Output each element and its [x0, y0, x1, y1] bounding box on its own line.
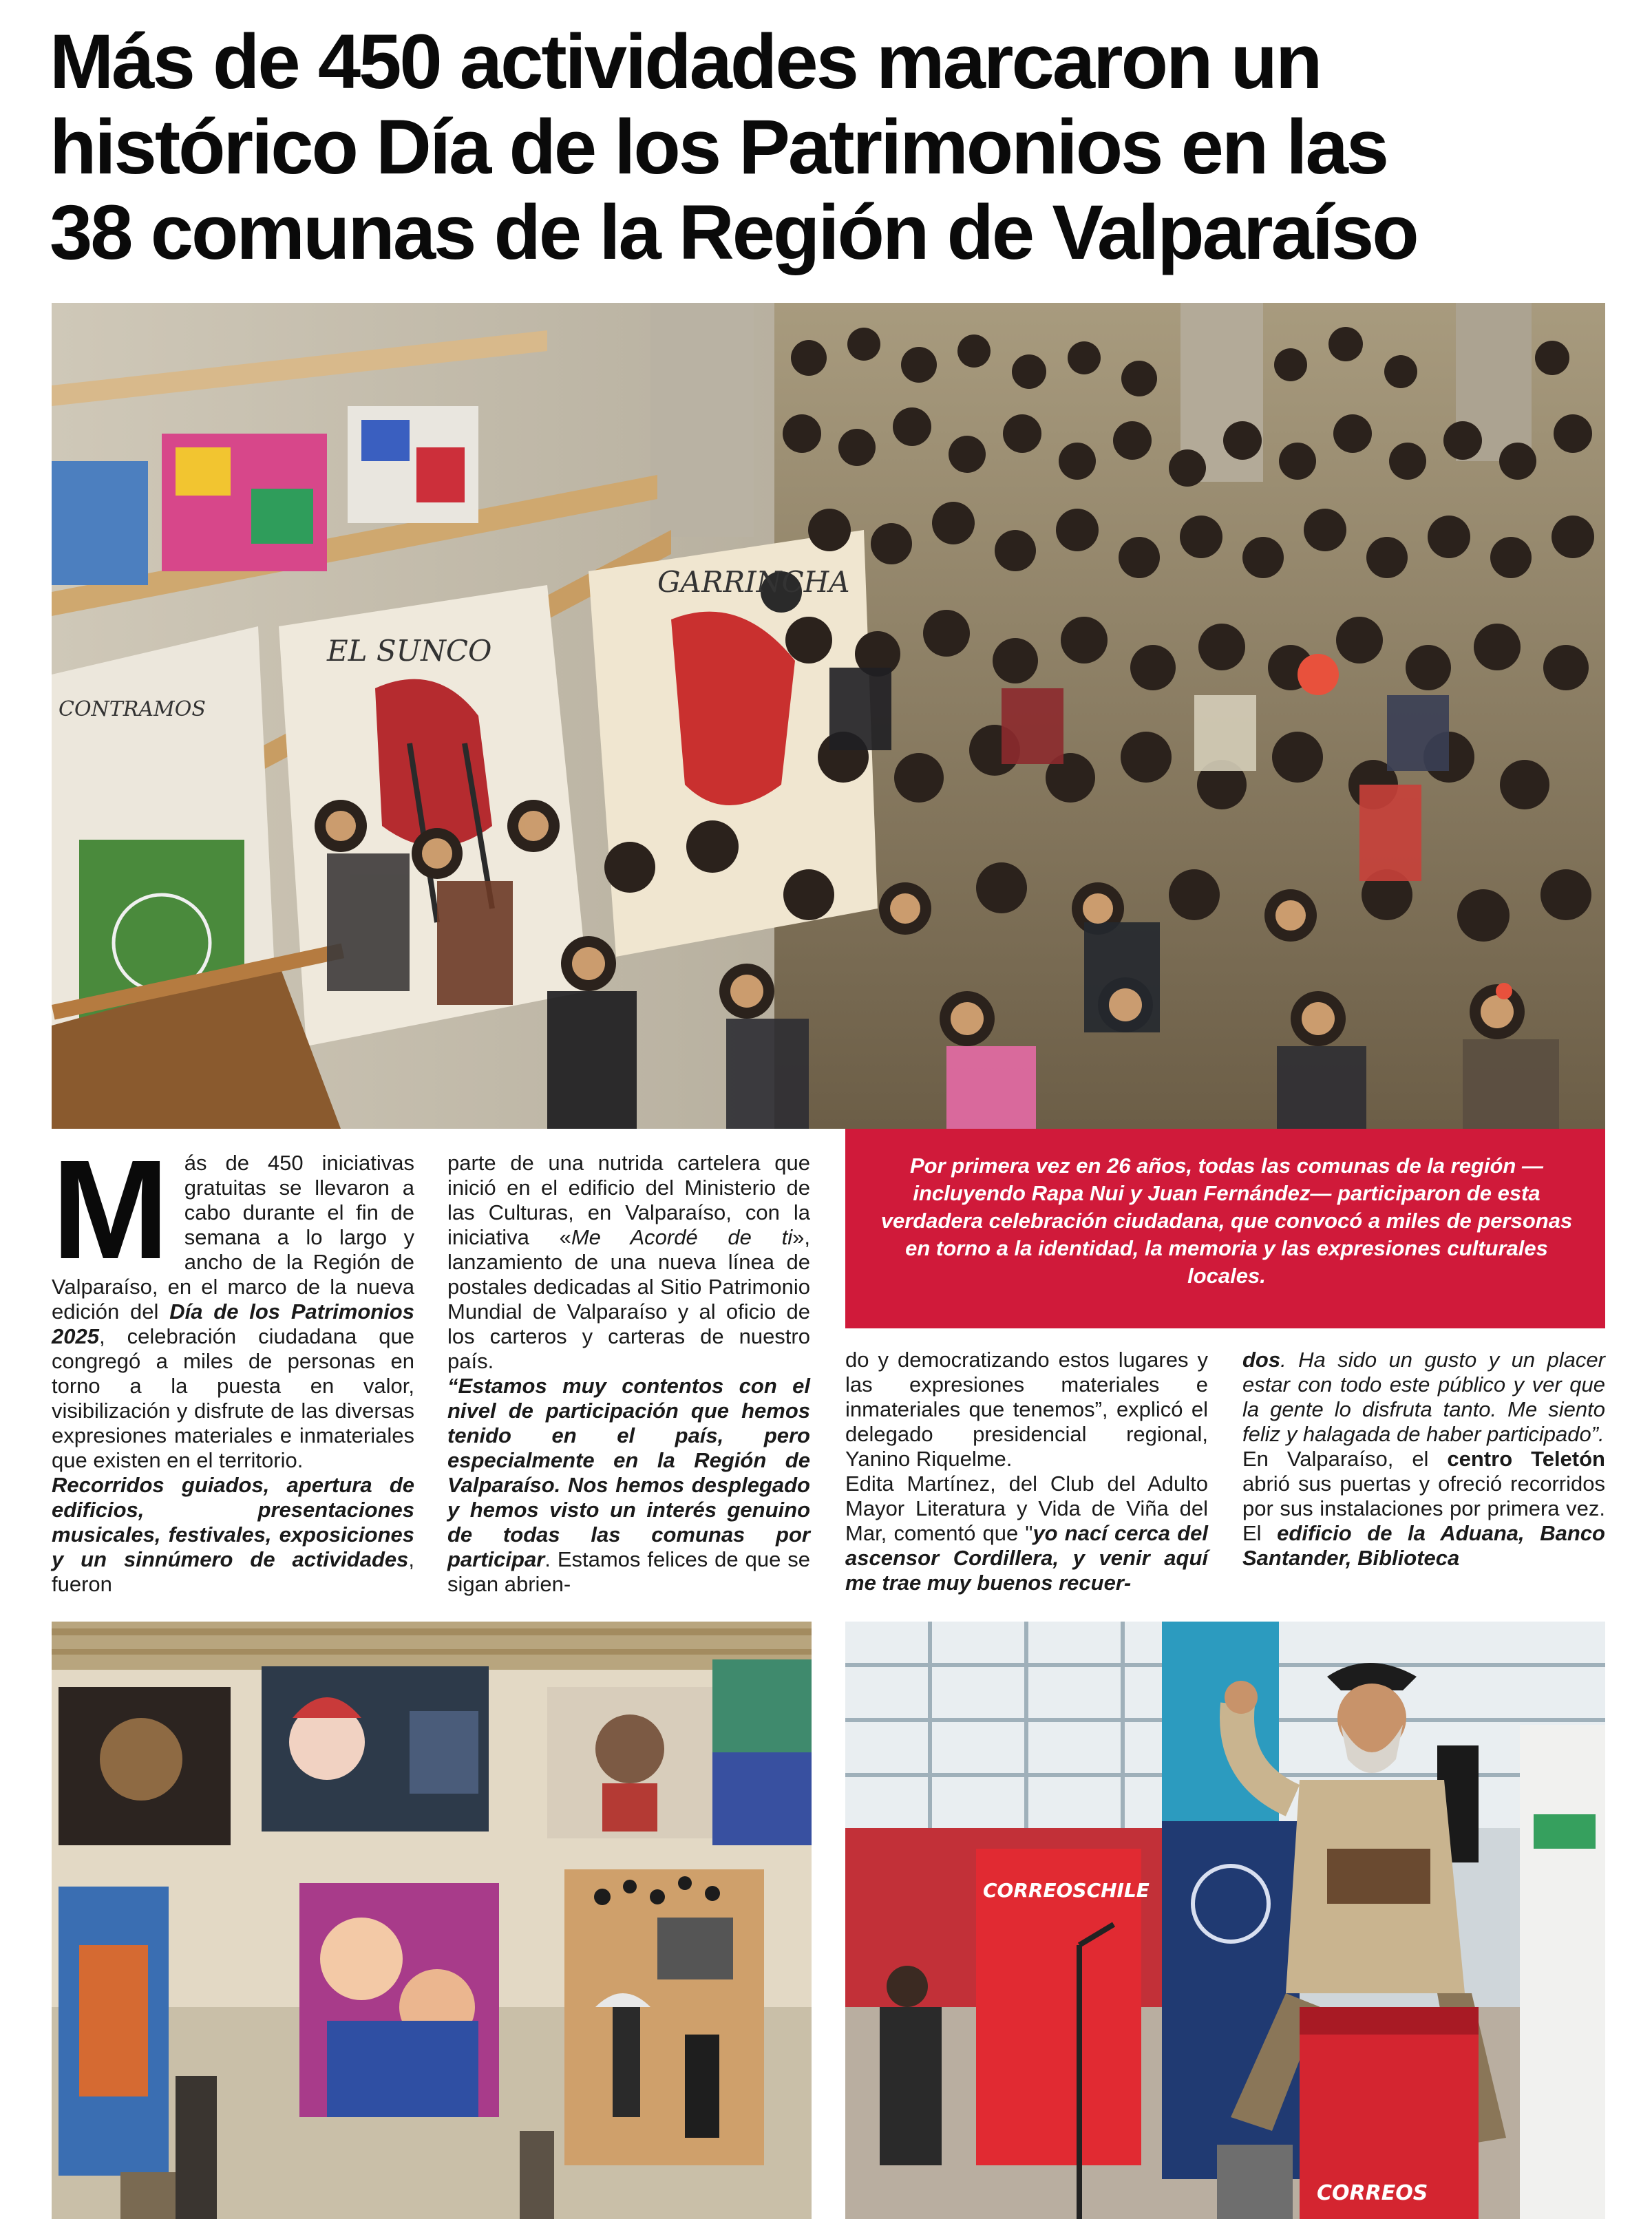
crowd-photo	[52, 303, 1605, 1129]
cartelera-text-b: », lanzamiento de una nueva línea de postales dedicadas al Sitio Patrimonio Mundial de Valparaíso y al oficio de los carteros y carteras de nuestro país.	[447, 1225, 810, 1373]
recuerdos-end: dos	[1242, 1348, 1281, 1372]
article-column-4	[1242, 1348, 1605, 1571]
art-exhibit-photo	[52, 1622, 812, 2219]
banner-text-sunco: EL SUNCO	[327, 634, 492, 668]
event-name: Día de los Patrimonios 2025	[52, 1299, 414, 1348]
initiative-name: Me Acordé de ti	[571, 1225, 793, 1249]
article-paragraph-edita	[845, 1472, 1208, 1595]
article-paragraph-activities	[52, 1473, 414, 1597]
drop-cap: M	[52, 1131, 169, 1288]
quote-highlight: “Estamos muy contentos con el nivel de participación que hemos tenido en el país, pero especialmente en la Región de Valparaíso. Nos hemos desplegado y hemos visto un interés genuino de todas las comunas por participar	[447, 1374, 810, 1571]
cartelera-text-a: parte de una nutrida cartelera que inició en el edificio del Ministerio de las Culturas, en Valparaíso, con la iniciativa «	[447, 1151, 810, 1249]
teleton-text-b: abrió sus puertas y ofreció recorridos por sus instalaciones por primera vez. El	[1242, 1472, 1605, 1545]
art-exhibit-illustration	[52, 1622, 812, 2219]
callout-text: Por primera vez en 26 años, todas las comunas de la región —incluyendo Rapa Nui y Juan Fernández— participaron de esta verdadera celebración ciudadana, que convocó a miles de personas en torno a la identidad, la memoria y las expresiones culturales locales.	[880, 1154, 1573, 1288]
correoschile-banner-text: CORREOSCHILE	[983, 1879, 1150, 1902]
headline-line-2: histórico Día de los Patrimonios en las	[50, 104, 1388, 190]
activities-text: , fueron	[52, 1547, 414, 1596]
article-paragraph-teleton	[1242, 1447, 1605, 1571]
headline-line-3: 38 comunas de la Región de Valparaíso	[50, 189, 1417, 275]
red-callout-box	[845, 1129, 1605, 1328]
speaker-illustration	[845, 1622, 1605, 2219]
headline-line-1: Más de 450 actividades marcaron un	[50, 19, 1321, 105]
mailbox-text: CORREOS	[1317, 2181, 1428, 2205]
article-paragraph-delegado: do y democratizando estos lugares y las expresiones materiales e inmateriales que tenemos”, explicó el delegado presidencial regional, Yanino Riquelme.	[845, 1348, 1208, 1471]
banner-text-garrincha: GARRINCHA	[657, 565, 850, 599]
teleton-name: centro Teletón	[1447, 1447, 1605, 1471]
edita-text: Edita Martínez, del Club del Adulto Mayor Literatura y Vida de Viña del Mar, comentó que "	[845, 1472, 1208, 1545]
article-paragraph-intro	[52, 1131, 414, 1473]
speaker-photo	[845, 1622, 1605, 2219]
headline	[50, 19, 1605, 275]
article-column-2	[447, 1151, 810, 1597]
intro-text-b: , celebración ciudadana que congregó a miles de personas en torno a la puesta en valor, visibilización y disfrute de las diversas expresiones materiales e inmateriales que existen en el territorio.	[52, 1324, 414, 1472]
activities-highlight: Recorridos guiados, apertura de edificios, presentaciones musicales, festivales, exposiciones y un sinnúmero de actividades	[52, 1473, 414, 1571]
recuerdos-text: . Ha sido un gusto y un placer estar con todo este público y ver que la gente lo disfruta tanto. Me siento feliz y halagada de haber participado”.	[1242, 1348, 1605, 1446]
article-column-3	[845, 1348, 1208, 1595]
banner-text-contramos: CONTRAMOS	[59, 697, 206, 721]
teleton-text-a: En Valparaíso, el	[1242, 1447, 1448, 1471]
article-paragraph-recuerdos	[1242, 1348, 1605, 1447]
intro-text-a: ás de 450 iniciativas gratuitas se llevaron a cabo durante el fin de semana a lo largo y ancho de la Región de Valparaíso, en el marco de la nueva edición del	[52, 1151, 414, 1324]
article-paragraph-cartelera	[447, 1151, 810, 1374]
article-column-1	[52, 1131, 414, 1597]
buildings-list: edificio de la Aduana, Banco Santander, Biblioteca	[1242, 1521, 1605, 1570]
crowd-photo-illustration	[52, 303, 1605, 1129]
article-paragraph-quote	[447, 1374, 810, 1597]
quote-text: . Estamos felices de que se sigan abrien-	[447, 1547, 810, 1596]
edita-quote: yo nací cerca del ascensor Cordillera, y venir aquí me trae muy buenos recuer-	[845, 1521, 1208, 1595]
